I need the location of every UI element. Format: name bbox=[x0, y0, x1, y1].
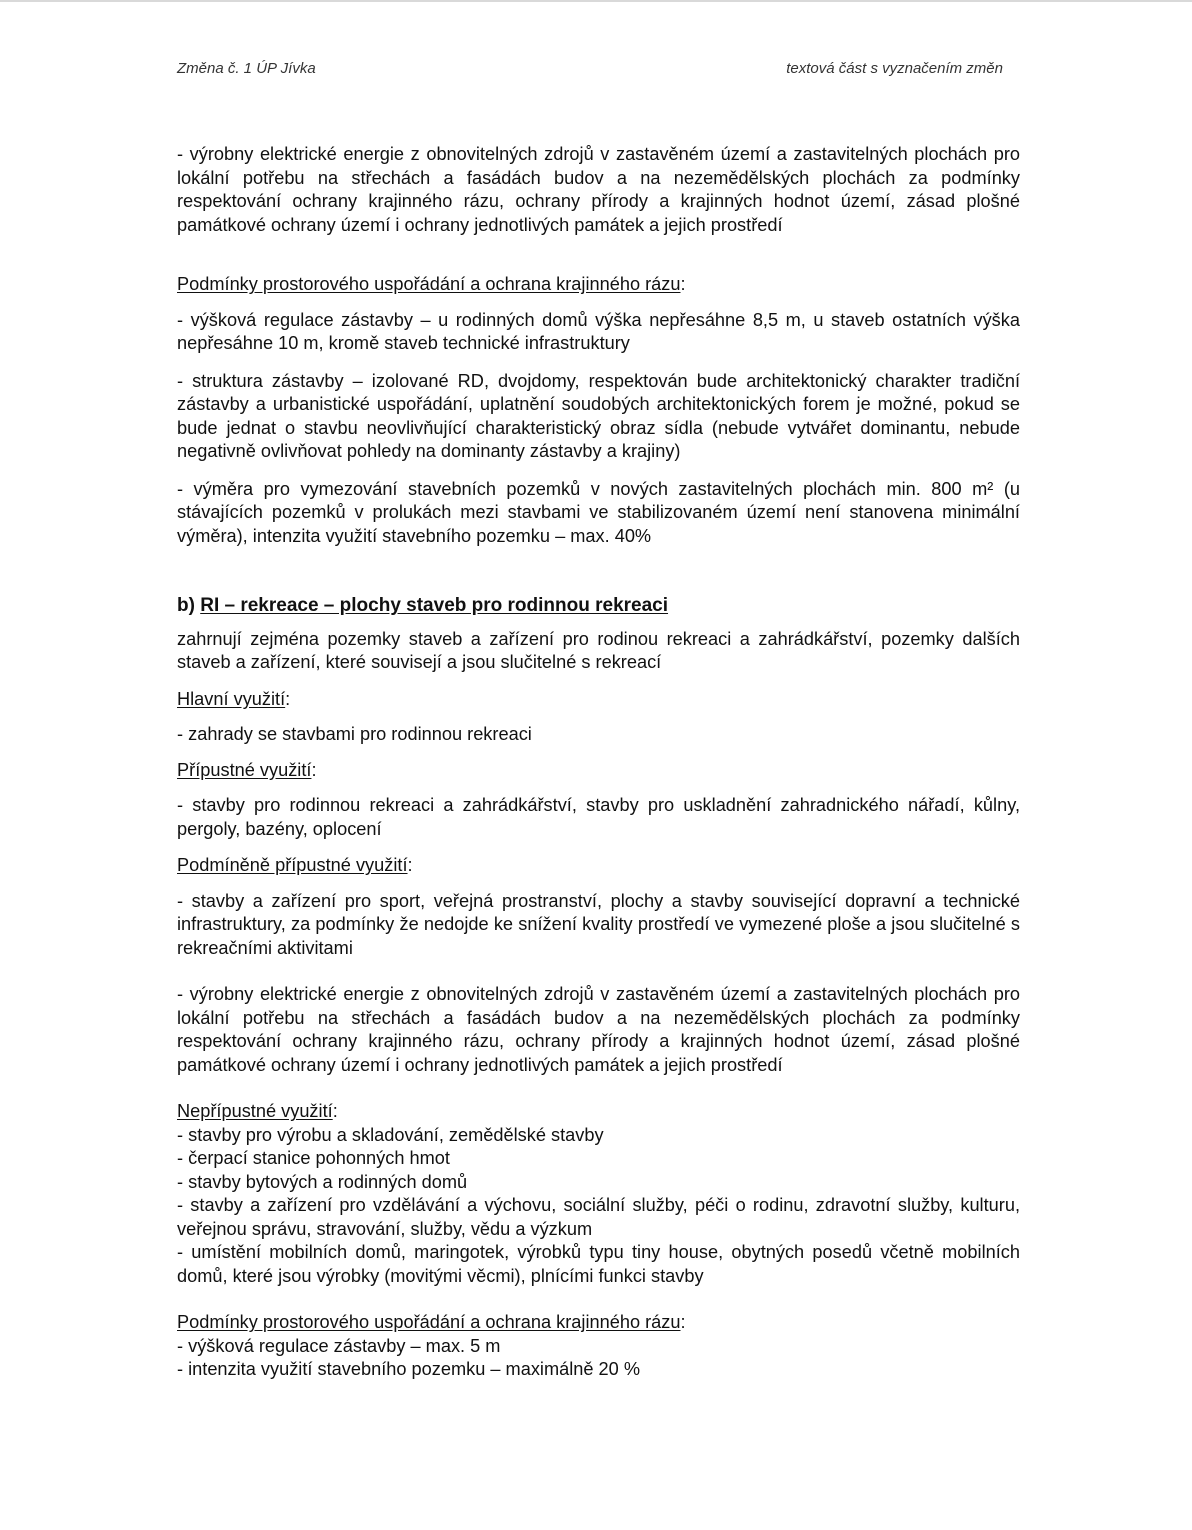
section-b-heading bbox=[177, 594, 1020, 618]
document-body bbox=[177, 143, 1020, 1382]
section-b-description: zahrnují zejména pozemky staveb a zařízení pro rodinou rekreaci a zahrádkářství, pozemky dalších staveb a zařízení, které souvisejí a jsou slučitelné s rekreací bbox=[177, 628, 1020, 672]
header-section-label: textová část s vyznačením změn bbox=[786, 60, 1003, 77]
section-b-spatial-item: - výšková regulace zástavby – max. 5 m bbox=[177, 1335, 501, 1356]
spatial-item: - struktura zástavby – izolované RD, dvojdomy, respektován bude architektonický charakter tradiční zástavby a urbanistické uspořádání, uplatnění soudobých architektonických forem je možné, pokud se bude jednat o stavbu neovlivňující charakteristický obraz sídla (nebude vytvářet dominantu, nebude negativně ovlivňovat pohledy na dominanty zástavby a krajiny) bbox=[177, 370, 1020, 461]
prohibited-use-heading-text: Nepřípustné využití bbox=[177, 1101, 333, 1121]
header-document-title: Změna č. 1 ÚP Jívka bbox=[177, 60, 316, 77]
prohibited-use-item: - stavby bytových a rodinných domů bbox=[177, 1171, 468, 1192]
conditional-use-item: - výrobny elektrické energie z obnovitelných zdrojů v zastavěném území a zastavitelných plochách pro lokální potřebu na střechách a fasádách budov a na nezemědělských plochách za podmínky respektování ochrany krajinného rázu, ochrany přírody a krajinných hodnot území, zásad plošné památkové ochrany území i ochrany jednotlivých památek a jejich prostředí bbox=[177, 984, 1020, 1075]
prohibited-use-heading: Nepřípustné využití: bbox=[177, 1101, 338, 1121]
spatial-item: - výšková regulace zástavby – u rodinných domů výška nepřesáhne 8,5 m, u staveb ostatních výška nepřesáhne 10 m, kromě staveb technické infrastruktury bbox=[177, 309, 1020, 353]
main-use-heading-text: Hlavní využití bbox=[177, 688, 286, 709]
intro-paragraph: - výrobny elektrické energie z obnovitelných zdrojů v zastavěném území a zastavitelných plochách pro lokální potřebu na střechách a fasádách budov a na nezemědělských plochách za podmínky respektování ochrany krajinného rázu, ochrany přírody a krajinných hodnot území, zásad plošné památkové ochrany území i ochrany jednotlivých památek a jejich prostředí bbox=[177, 144, 1020, 235]
conditional-use-item: - stavby a zařízení pro sport, veřejná prostranství, plochy a stavby související dopravní a technické infrastruktury, za podmínky že nedojde ke snížení kvality prostředí ve vymezené ploše a jsou slučitelné s rekreačními aktivitami bbox=[177, 890, 1020, 958]
section-b-prefix: b) bbox=[177, 595, 201, 616]
section-b-spatial-heading: Podmínky prostorového uspořádání a ochrana krajinného rázu: bbox=[177, 1312, 686, 1332]
spatial-conditions-heading-text: Podmínky prostorového uspořádání a ochrana krajinného rázu bbox=[177, 274, 681, 294]
main-use-heading: Hlavní využití: bbox=[177, 688, 291, 709]
spatial-conditions-heading: Podmínky prostorového uspořádání a ochrana krajinného rázu: bbox=[177, 274, 686, 294]
permitted-use-heading: Přípustné využití: bbox=[177, 759, 317, 780]
spatial-item: - výměra pro vymezování stavebních pozemků v nových zastavitelných plochách min. 800 m² (u stávajících pozemků v prolukách mezi stavbami ve stabilizovaném území není stanovena minimální výměra), intenzita využití stavebního pozemku – max. 40% bbox=[177, 478, 1020, 546]
section-b-spatial-item: - intenzita využití stavebního pozemku – maximálně 20 % bbox=[177, 1359, 640, 1379]
main-use-item: - zahrady se stavbami pro rodinnou rekreaci bbox=[177, 724, 532, 744]
section-b-title: RI – rekreace – plochy staveb pro rodinnou rekreaci bbox=[200, 595, 669, 616]
top-rule bbox=[0, 0, 1192, 2]
section-b-spatial-heading-text: Podmínky prostorového uspořádání a ochrana krajinného rázu bbox=[177, 1312, 681, 1332]
prohibited-use-item: - čerpací stanice pohonných hmot bbox=[177, 1148, 450, 1168]
prohibited-use-item: - stavby pro výrobu a skladování, zemědělské stavby bbox=[177, 1124, 604, 1145]
permitted-use-item: - stavby pro rodinnou rekreaci a zahrádkářství, stavby pro uskladnění zahradnického nářadí, kůlny, pergoly, bazény, oplocení bbox=[177, 795, 1020, 839]
conditional-use-heading-text: Podmíněně přípustné využití bbox=[177, 855, 408, 875]
prohibited-use-item: - umístění mobilních domů, maringotek, výrobků typu tiny house, obytných posedů včetně mobilních domů, které jsou výrobky (movitými věcmi), plnícími funkci stavby bbox=[177, 1242, 1020, 1286]
conditional-use-heading: Podmíněně přípustné využití: bbox=[177, 855, 413, 875]
prohibited-use-item: - stavby a zařízení pro vzdělávání a výchovu, sociální služby, péči o rodinu, zdravotní služby, kulturu, veřejnou správu, stravování, služby, vědu a výzkum bbox=[177, 1195, 1020, 1239]
permitted-use-heading-text: Přípustné využití bbox=[177, 759, 312, 780]
